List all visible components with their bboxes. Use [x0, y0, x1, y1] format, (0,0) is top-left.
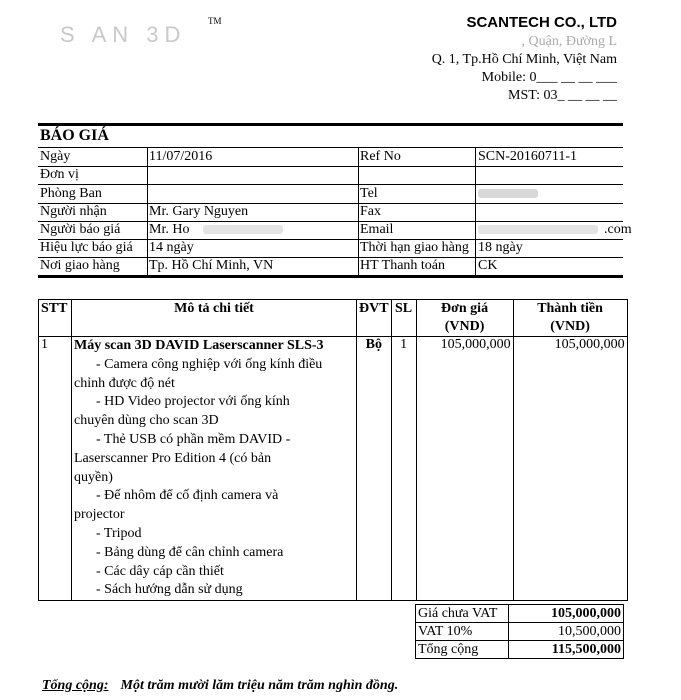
amount-in-words-text: Một trăm mười lăm triệu năm trăm nghìn đồng. — [120, 678, 399, 693]
info-divider-left — [147, 148, 148, 278]
totals-row — [416, 605, 624, 623]
totals-table — [415, 604, 624, 659]
company-address-line2: Q. 1, Tp.Hồ Chí Minh, Việt Nam — [431, 52, 617, 67]
trademark-mark: TM — [208, 16, 222, 26]
value-email-suffix: .com — [604, 222, 632, 237]
info-row-nguoinhan — [38, 203, 623, 222]
quote-table — [38, 299, 628, 601]
table-row — [39, 337, 628, 601]
value-nguoibaogia-redacted — [203, 222, 283, 238]
info-top-rule — [38, 123, 623, 126]
label-donvi: Đơn vị — [40, 167, 79, 182]
label-thoihan: Thời hạn giao hàng — [360, 240, 469, 255]
label-nguoibaogia: Người báo giá — [40, 222, 121, 237]
info-bottom-rule — [38, 275, 623, 278]
item-desc — [72, 337, 357, 601]
col-dongia-label: Đơn giá — [441, 301, 489, 316]
item-thanhtien: 105,000,000 — [513, 337, 627, 601]
item-desc-line: - Sách hướng dẫn sử dụng — [96, 582, 243, 598]
value-vat: 10,500,000 — [509, 623, 624, 641]
item-desc-line: chuyên dùng cho scan 3D — [74, 413, 219, 429]
info-row-date — [38, 148, 623, 167]
value-ref: SCN-20160711-1 — [478, 149, 578, 164]
col-thanhtien-unit: (VND) — [550, 319, 590, 334]
label-chua-vat: Giá chưa VAT — [416, 605, 509, 623]
item-desc-line: - Thẻ USB có phần mềm DAVID - — [96, 431, 291, 447]
label-vat: VAT 10% — [416, 623, 509, 641]
info-row-donvi — [38, 166, 623, 185]
amount-in-words-label: Tổng cộng: — [42, 678, 109, 693]
item-desc-line: - Camera công nghiệp với ống kính điều — [96, 356, 323, 372]
col-desc: Mô tả chi tiết — [72, 300, 357, 337]
info-row-hieuluc — [38, 239, 623, 258]
value-tel-redacted — [478, 186, 538, 202]
company-address-line1: , Quận, Đường L — [521, 34, 617, 49]
company-name: SCANTECH CO., LTD — [466, 14, 617, 31]
label-ngay: Ngày — [40, 149, 71, 164]
info-divider-right — [358, 148, 359, 275]
label-tong: Tổng cộng — [416, 641, 509, 659]
label-ref: Ref No — [360, 149, 401, 164]
value-nguoinhan: Mr. Gary Nguyen — [149, 204, 249, 219]
value-tong: 115,500,000 — [509, 641, 624, 659]
item-sl: 1 — [391, 337, 416, 601]
value-hieuluc: 14 ngày — [149, 240, 194, 255]
item-desc-line: - Tripod — [96, 525, 142, 541]
amount-in-words — [42, 678, 398, 694]
value-thoihan: 18 ngày — [478, 240, 523, 255]
col-dvt: ĐVT — [357, 300, 392, 337]
item-desc-line: quyền) — [74, 469, 113, 485]
col-stt: STT — [39, 300, 72, 337]
value-nguoibaogia: Mr. Ho — [149, 222, 190, 237]
item-desc-line: - Bảng dùng để cân chỉnh camera — [96, 544, 284, 560]
item-desc-line: - HD Video projector với ống kính — [96, 394, 290, 410]
info-row-phongban — [38, 185, 623, 204]
col-sl: SL — [391, 300, 416, 337]
company-mobile: Mobile: 0___ __ __ ___ — [481, 70, 617, 85]
value-thanhtoan: CK — [478, 258, 498, 273]
label-nguoinhan: Người nhận — [40, 204, 107, 219]
label-hieuluc: Hiệu lực báo giá — [40, 240, 133, 255]
item-stt: 1 — [39, 337, 72, 601]
company-tax-code: MST: 03_ __ __ __ — [508, 88, 617, 103]
info-row-noigiao — [38, 257, 623, 275]
doc-title: BÁO GIÁ — [40, 127, 109, 144]
label-thanhtoan: HT Thanh toán — [360, 258, 446, 273]
item-desc-line: chỉnh được độ nét — [74, 375, 175, 391]
info-row-nguoibaogia — [38, 221, 632, 240]
value-chua-vat: 105,000,000 — [509, 605, 624, 623]
item-desc-line: projector — [74, 507, 125, 523]
label-phongban: Phòng Ban — [40, 186, 102, 201]
label-noigiao: Nơi giao hàng — [40, 258, 120, 273]
col-thanhtien-label: Thành tiền — [537, 301, 603, 316]
value-ngay: 11/07/2016 — [149, 149, 213, 164]
item-dongia: 105,000,000 — [416, 337, 513, 601]
table-header — [39, 300, 628, 337]
totals-row — [416, 623, 624, 641]
value-email-redacted — [478, 222, 598, 238]
value-noigiao: Tp. Hồ Chí Minh, VN — [149, 258, 274, 273]
item-dvt: Bộ — [357, 337, 392, 601]
label-fax: Fax — [360, 204, 381, 219]
col-dongia-unit: (VND) — [444, 319, 485, 334]
title-row — [38, 130, 623, 148]
item-desc-line: Laserscanner Pro Edition 4 (có bản — [74, 450, 272, 466]
col-dongia — [416, 300, 513, 337]
item-name: Máy scan 3D DAVID Laserscanner SLS-3 — [74, 338, 324, 353]
item-desc-line: - Các dây cáp cần thiết — [96, 563, 224, 579]
company-logo: S AN 3D — [60, 22, 187, 47]
item-desc-line: - Đế nhôm để cố định camera và — [96, 488, 279, 504]
label-tel: Tel — [360, 186, 378, 201]
info-divider-value — [475, 148, 476, 275]
col-thanhtien — [513, 300, 627, 337]
label-email: Email — [360, 222, 394, 237]
totals-row — [416, 641, 624, 659]
